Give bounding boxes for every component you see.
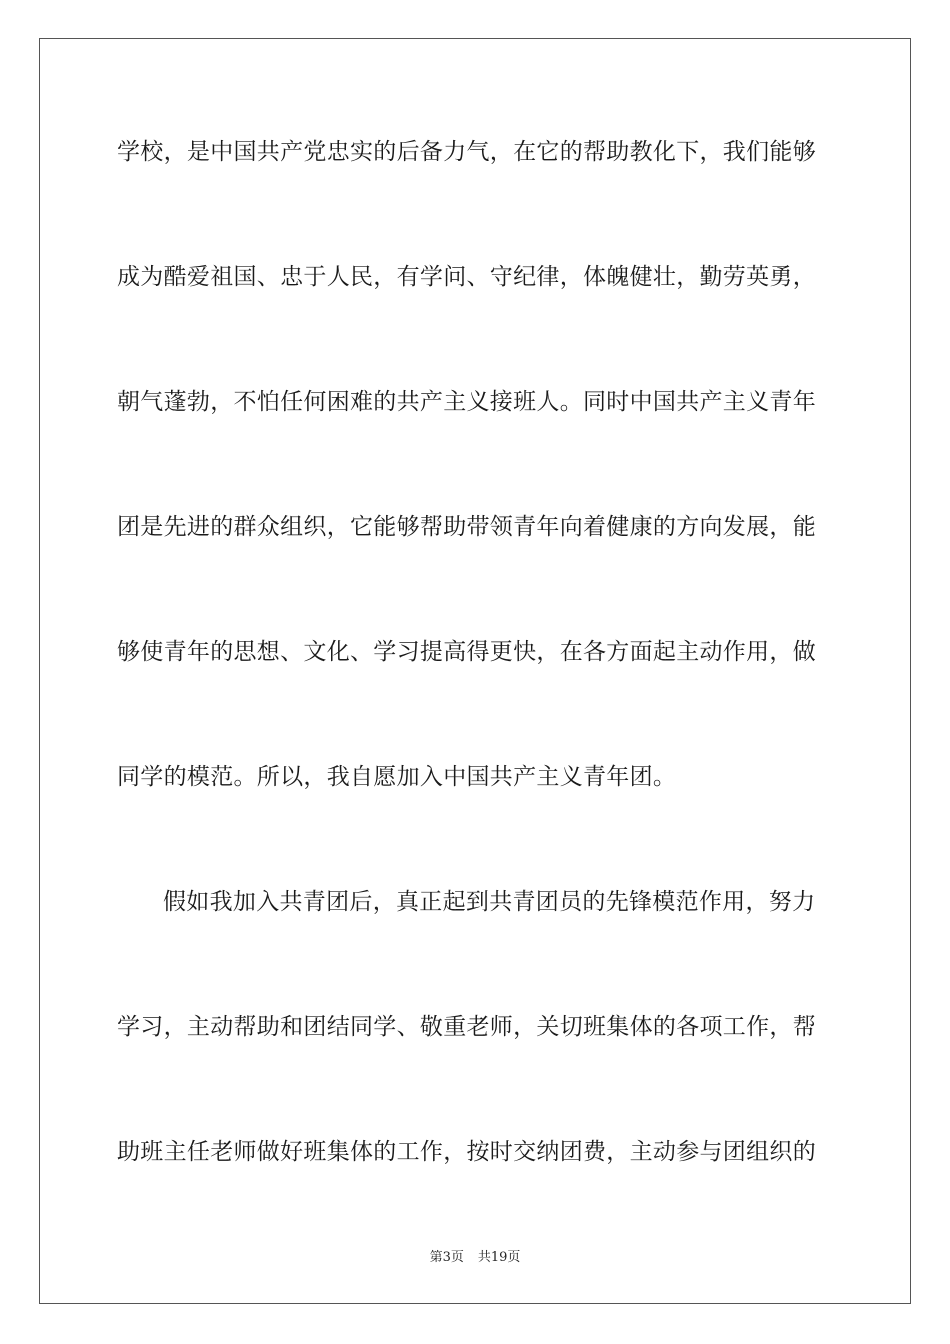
text-line-paragraph-start: 假如我加入共青团后，真正起到共青团员的先锋模范作用，努力 <box>163 889 816 915</box>
page-total: 共19页 <box>477 1250 521 1265</box>
page-footer <box>0 1246 950 1265</box>
text-line: 够使青年的思想、文化、学习提高得更快，在各方面起主动作用，做 <box>117 639 816 665</box>
text-line: 成为酷爱祖国、忠于人民，有学问、守纪律，体魄健壮，勤劳英勇， <box>117 264 816 290</box>
text-line: 同学的模范。所以，我自愿加入中国共产主义青年团。 <box>117 764 677 790</box>
text-line: 朝气蓬勃，不怕任何困难的共产主义接班人。同时中国共产主义青年 <box>117 389 816 415</box>
text-line: 团是先进的群众组织，它能够帮助带领青年向着健康的方向发展，能 <box>117 514 816 540</box>
text-line: 学校，是中国共产党忠实的后备力气，在它的帮助教化下，我们能够 <box>117 139 816 165</box>
text-line: 助班主任老师做好班集体的工作，按时交纳团费，主动参与团组织的 <box>117 1139 816 1165</box>
document-body <box>117 128 832 1253</box>
text-line: 学习，主动帮助和团结同学、敬重老师，关切班集体的各项工作，帮 <box>117 1014 816 1040</box>
page-number: 第3页 <box>429 1250 464 1265</box>
